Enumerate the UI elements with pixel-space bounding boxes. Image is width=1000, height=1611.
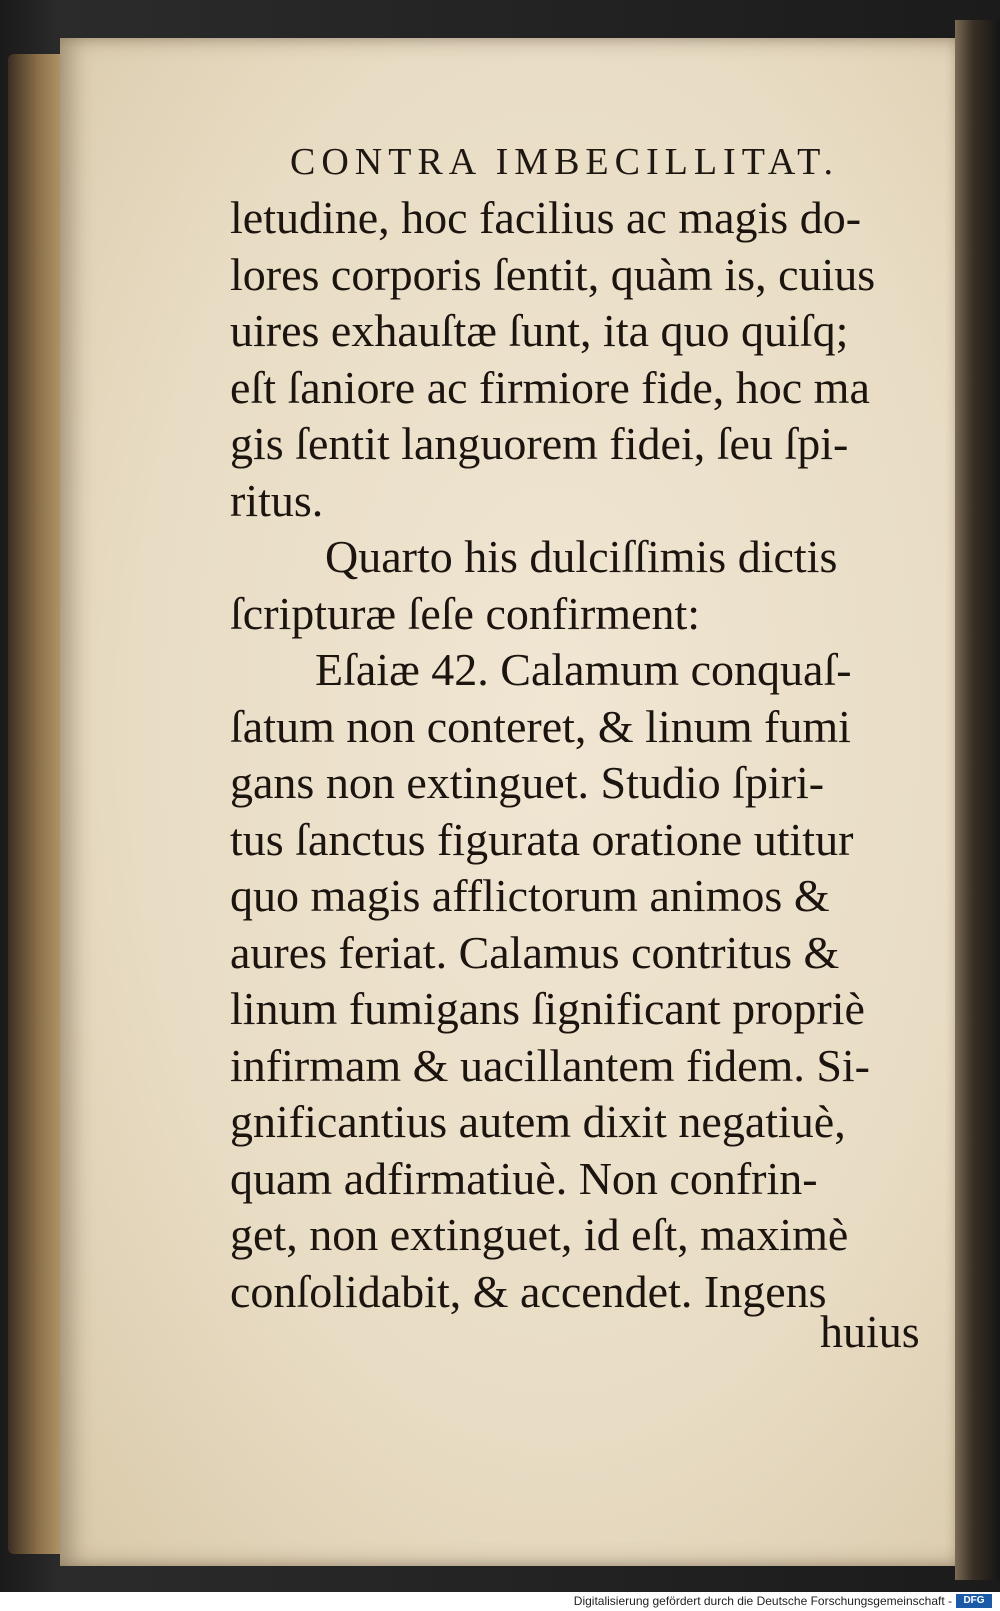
text-line: linum fumigans ſignificant propriè bbox=[230, 983, 865, 1034]
text-line: ritus. bbox=[230, 474, 324, 526]
text-line: ſatum non conteret, & linum fumi bbox=[230, 700, 851, 752]
text-line: get, non extinguet, id eſt, maximè bbox=[230, 1209, 849, 1260]
text-line: tus ſanctus figurata oratione utitur bbox=[230, 813, 854, 865]
text-line: quo magis afflictorum animos & bbox=[230, 870, 830, 921]
text-line: letudine, hoc facilius ac magis do- bbox=[230, 192, 862, 243]
text-line: gis ſentit languorem fidei, ſeu ſpi- bbox=[230, 418, 849, 469]
text-line: uires exhauſtæ ſunt, ita quo quiſq; bbox=[230, 305, 849, 356]
book-gutter bbox=[955, 20, 1000, 1580]
catchword: huius bbox=[820, 1306, 920, 1357]
digitization-credit: Digitalisierung gefördert durch die Deutsche Forschungsgemeinschaft - bbox=[573, 1594, 952, 1608]
running-head: CONTRA IMBECILLITAT. bbox=[290, 141, 840, 183]
text-line: conſolidabit, & accendet. Ingens bbox=[230, 1265, 827, 1317]
book-fore-edge bbox=[8, 54, 68, 1554]
text-line: aures feriat. Calamus contritus & bbox=[230, 926, 840, 978]
text-line: gans non extinguet. Studio ſpiri- bbox=[230, 757, 825, 808]
body-text bbox=[230, 190, 940, 1320]
dfg-logo: DFG bbox=[956, 1594, 992, 1608]
text-line: eſt ſaniore ac firmiore fide, hoc ma bbox=[230, 361, 870, 413]
text-line: lores corporis ſentit, quàm is, cuius bbox=[230, 248, 876, 300]
text-line: Quarto his dulciſſimis dictis bbox=[325, 531, 838, 582]
text-line: infirmam & uacillantem fidem. Si- bbox=[230, 1039, 871, 1091]
text-line: ſcripturæ ſeſe confirment: bbox=[230, 587, 701, 639]
text-line: Eſaiæ 42. Calamum conquaſ- bbox=[315, 644, 852, 695]
text-line: quam adfirmatiuè. Non confrin- bbox=[230, 1152, 818, 1204]
text-line: gnificantius autem dixit negatiuè, bbox=[230, 1096, 846, 1147]
